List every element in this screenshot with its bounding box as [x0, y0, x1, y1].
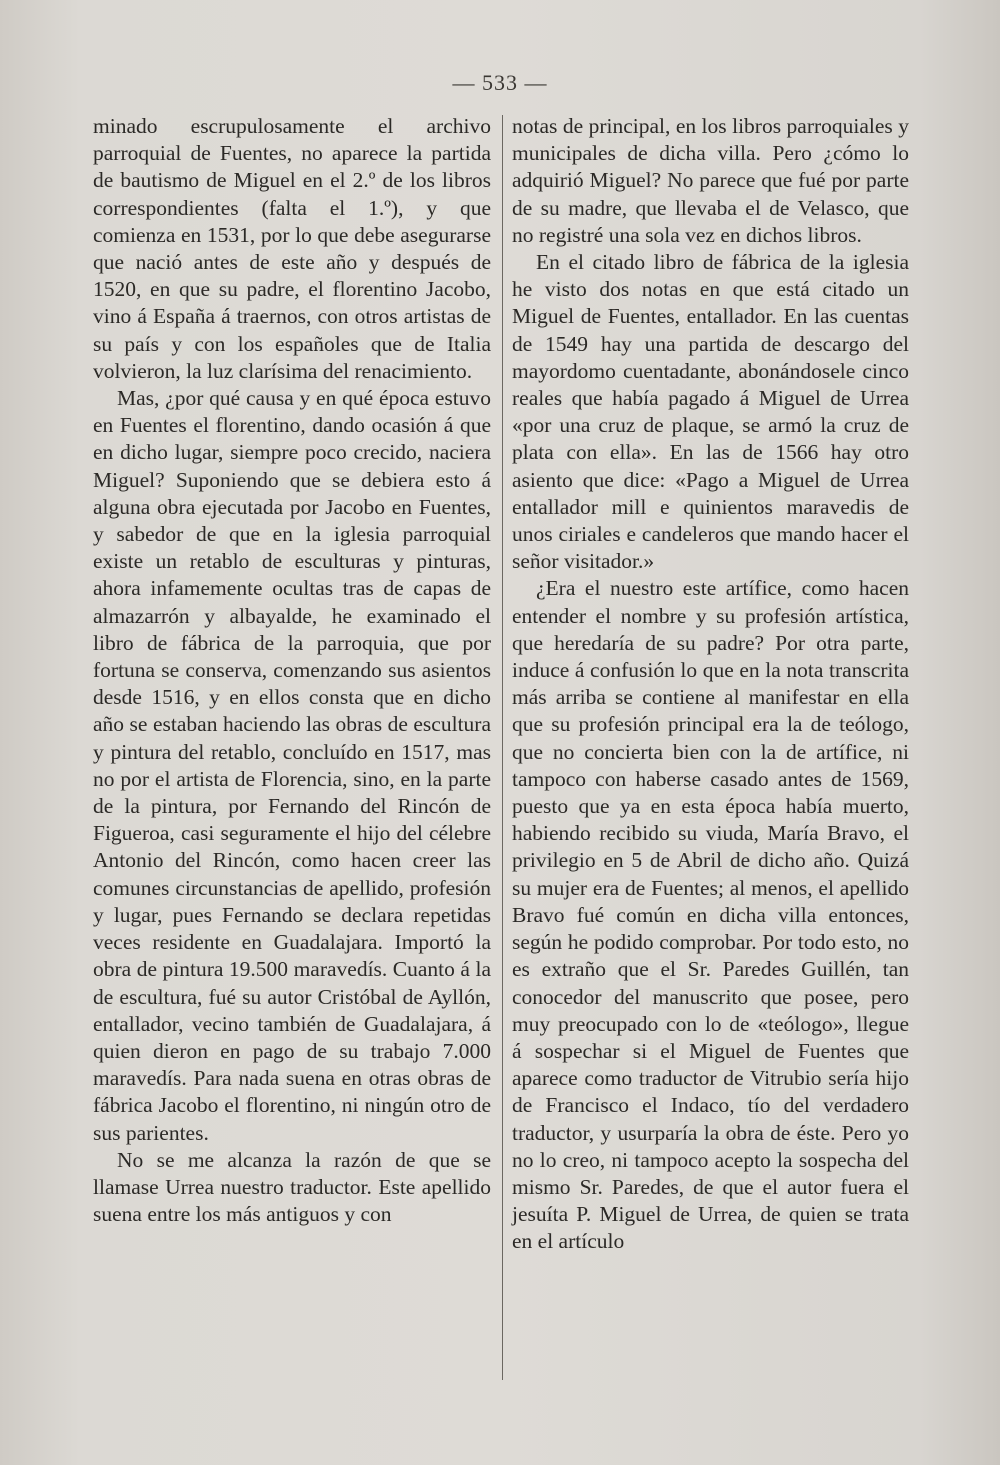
column-divider: [502, 115, 503, 1380]
right-column: [512, 113, 909, 1256]
paragraph: notas de principal, en los libros parroquiales y municipales de dicha villa. Pero ¿cómo lo adquirió Miguel? No parece que fué por parte de su madre, que llevaba el de Velasco, que no registré una sola vez en dichos libros.: [512, 114, 909, 247]
left-column: [93, 113, 491, 1228]
paragraph: No se me alcanza la razón de que se llamase Urrea nuestro traductor. Este apellido suena entre los más antiguos y con: [93, 1147, 491, 1227]
paragraph: minado escrupulosamente el archivo parroquial de Fuentes, no aparece la partida de bautismo de Miguel en el 2.º de los libros correspondientes (falta el 1.º), y que comienza en 1531, por lo que debe asegurarse que nació antes de este año y después de 1520, en que su padre, el florentino Jacobo, vino á España á traernos, con otros artistas de su país y con los españoles que de Italia volvieron, la luz clarísima del renacimiento.: [93, 114, 491, 383]
paragraph: En el citado libro de fábrica de la iglesia he visto dos notas en que está citado un Miguel de Fuentes, entallador. En las cuentas de 1549 hay una partida de descargo del mayordomo cuentadante, abonándosele cinco reales que había pagado á Miguel de Urrea «por una cruz de plaque, se armó la cruz de plata con ella». En las de 1566 hay otro asiento que dice: «Pago a Miguel de Urrea entallador mill e quinientos maravedis de unos ciriales e candeleros que mando hacer el señor visitador.»: [512, 250, 909, 574]
paragraph: ¿Era el nuestro este artífice, como hacen entender el nombre y su profesión artística, que heredaría de su padre? Por otra parte, induce á confusión lo que en la nota transcrita más arriba se contiene al manifestar en ella que su profesión principal era la de teólogo, que no concierta bien con la de artífice, ni tampoco con haberse casado antes de 1569, puesto que ya en esta época había muerto, habiendo recibido su viuda, María Bravo, el privilegio en 5 de Abril de dicho año. Quizá su mujer era de Fuentes; al menos, el apellido Bravo fué común en dicha villa entonces, según he podido comprobar. Por todo esto, no es extraño que el Sr. Paredes Guillén, tan conocedor del manuscrito que posee, pero muy preocupado con lo de «teólogo», llegue á sospechar si el Miguel de Fuentes que aparece como traductor de Vitrubio sería hijo de Francisco el Indaco, tío del verdadero traductor, y usurparía la obra de éste. Pero yo no lo creo, ni tampoco acepto la sospecha del mismo Sr. Paredes, de que el autor fuera el jesuíta P. Miguel de Urrea, de quien se trata en el artículo: [512, 576, 909, 1254]
paragraph: Mas, ¿por qué causa y en qué época estuvo en Fuentes el florentino, dando ocasión á que en dicho lugar, siempre poco crecido, naciera Miguel? Suponiendo que se debiera esto á alguna obra ejecutada por Jacobo en Fuentes, y sabedor de que en la iglesia parroquial existe un retablo de esculturas y pinturas, ahora infamemente ocultas tras de capas de almazarrón y albayalde, he examinado el libro de fábrica de la parroquia, que por fortuna se conserva, comenzando sus asientos desde 1516, y en ellos consta que en dicho año se estaban haciendo las obras de escultura y pintura del retablo, concluído en 1517, mas no por el artista de Florencia, sino, en la parte de la pintura, por Fernando del Rincón de Figueroa, casi seguramente el hijo del célebre Antonio del Rincón, como hacen creer las comunes circunstancias de apellido, profesión y lugar, pues Fernando se declara repetidas veces residente en Guadalajara. Importó la obra de pintura 19.500 maravedís. Cuanto á la de escultura, fué su autor Cristóbal de Ayllón, entallador, vecino también de Guadalajara, á quien dieron en pago de su trabajo 7.000 maravedís. Para nada suena en otras obras de fábrica Jacobo el florentino, ni ningún otro de sus parientes.: [93, 386, 491, 1145]
page-number: — 533 —: [452, 70, 548, 95]
